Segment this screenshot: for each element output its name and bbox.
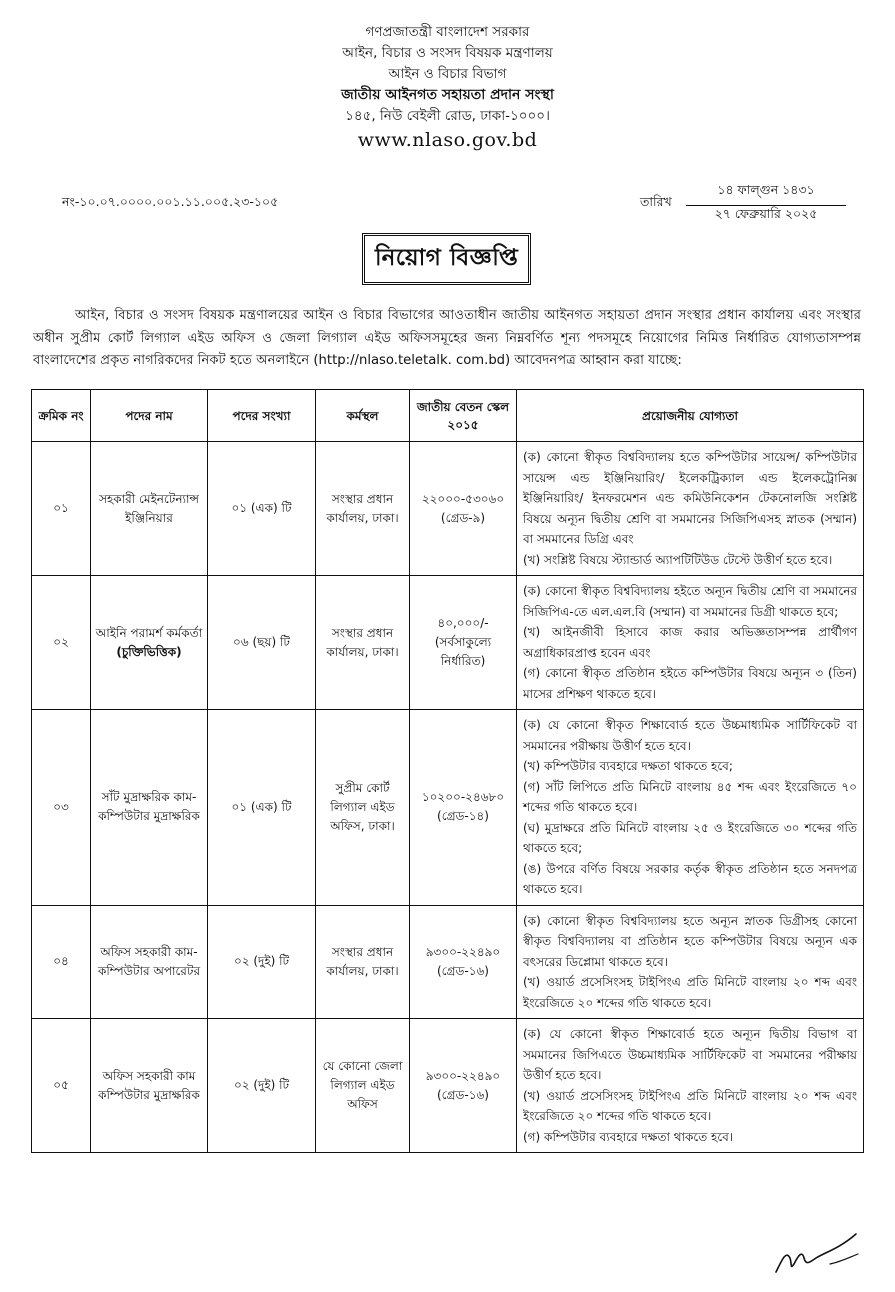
table-row	[32, 1019, 864, 1153]
header-workplace: কর্মস্থল	[316, 390, 410, 442]
pay-grade: (গ্রেড-১৬)	[437, 963, 489, 978]
vacancy-table	[31, 389, 864, 1153]
header-serial: ক্রমিক নং	[32, 390, 91, 442]
header-count: পদের সংখ্যা	[208, 390, 316, 442]
requirement-item: (খ) আইনজীবী হিসাবে কাজ করার অভিজ্ঞতাসম্পন্ন প্রার্থীগণ অগ্রাধিকারপ্রাপ্ত হবেন এবং	[523, 625, 857, 660]
pay-scale: ৪০,০০০/-	[437, 616, 489, 630]
requirement-item: (গ) কম্পিউটার ব্যবহারে দক্ষতা থাকতে হবে।	[523, 1129, 734, 1144]
requirement-item: (ক) কোনো স্বীকৃত বিশ্ববিদ্যালয় হতে অন্যূন স্নাতক ডিগ্রীসহ কোনো স্বীকৃত বিশ্ববিদ্যালয় বা প্রতিষ্ঠান হতে কম্পিউটার বিষয়ে অন্যূন এক বৎসরের ডিপ্লোমা থাকতে হবে।	[523, 913, 857, 969]
cell-post	[91, 442, 208, 576]
website-link[interactable]: www.nlaso.gov.bd	[357, 129, 538, 151]
division-line: আইন ও বিচার বিভাগ	[388, 66, 507, 82]
cell-serial: ০৫	[32, 1019, 91, 1153]
requirement-item: (ক) কোনো স্বীকৃত বিশ্ববিদ্যালয় হইতে অন্যূন দ্বিতীয় শ্রেণি বা সমমানের সিজিপিএ-তে এল.এল.বি (সম্মান) বা সমমানের ডিগ্রী থাকতে হবে;	[523, 584, 857, 619]
table-header-row	[32, 390, 864, 442]
organization-name: জাতীয় আইনগত সহায়তা প্রদান সংস্থা	[341, 87, 554, 103]
date-label: তারিখ	[640, 194, 672, 209]
cell-count: ০২ (দুই) টি	[208, 905, 316, 1019]
cell-serial: ০৪	[32, 905, 91, 1019]
intro-paragraph: আইন, বিচার ও সংসদ বিষয়ক মন্ত্রণালয়ের আইন ও বিচার বিভাগের আওতাধীন জাতীয় আইনগত সহায়তা প্রদান সংস্থার প্রধান কার্যালয় এবং সংস্থার অধীন সুপ্রীম কোর্ট লিগ্যাল এইড অফিস ও জেলা লিগ্যাল এইড অফিসসমূহের জন্য নিম্নবর্ণিত শূন্য পদসমূহে নিয়োগের নিমিত্ত নির্ধারিত যোগ্যতাসম্পন্ন বাংলাদেশের প্রকৃত নাগরিকদের নিকট হতে অনলাইনে (http://nlaso.teletalk. com.bd) আবেদনপত্র আহ্বান করা যাচ্ছে:	[33, 308, 861, 369]
cell-workplace: সংস্থার প্রধান কার্যালয়, ঢাকা।	[316, 905, 410, 1019]
pay-grade: (গ্রেড-১৬)	[437, 1087, 489, 1102]
post-name: অফিস সহকারী কাম-কম্পিউটার অপারেটর	[97, 944, 201, 978]
signature	[770, 1228, 865, 1276]
cell-workplace: সুপ্রীম কোর্ট লিগ্যাল এইড অফিস, ঢাকা।	[316, 710, 410, 906]
table-row	[32, 905, 864, 1019]
cell-post	[91, 710, 208, 906]
pay-grade: (গ্রেড-৯)	[440, 510, 486, 525]
memo-number: নং-১০.০৭.০০০০.০০১.১১.০০৫.২৩-১০৫	[62, 194, 279, 209]
post-name: সহকারী মেইনটেন্যান্স ইঞ্জিনিয়ার	[99, 491, 199, 525]
cell-scale	[410, 1019, 517, 1153]
cell-post	[91, 576, 208, 710]
cell-workplace: সংস্থার প্রধান কার্যালয়, ঢাকা।	[316, 576, 410, 710]
post-name: সাঁট মুদ্রাক্ষরিক কাম-কম্পিউটার মুদ্রাক্ষরিক	[98, 790, 200, 824]
date-english: ২৭ ফেব্রুয়ারি ২০২৫	[714, 206, 818, 221]
cell-post	[91, 1019, 208, 1153]
requirement-item: (ক) যে কোনো স্বীকৃত শিক্ষাবোর্ড হতে অন্যূন দ্বিতীয় বিভাগ বা সমমানের জিপিএতে উচ্চমাধ্যমিক সার্টিফিকেট বা সমমানের পরীক্ষায় উত্তীর্ণ হতে হবে।	[523, 1027, 857, 1082]
cell-requirements	[517, 442, 864, 576]
cell-scale	[410, 710, 517, 906]
pay-grade: (সর্বসাকুল্যে নির্ধারিত)	[434, 635, 492, 668]
cell-scale	[410, 905, 517, 1019]
requirement-item: (খ) কম্পিউটার ব্যবহারে দক্ষতা থাকতে হবে;	[523, 759, 733, 773]
cell-scale	[410, 442, 517, 576]
requirement-item: (গ) সাঁট লিপিতে প্রতি মিনিটে বাংলায় ৪৫ শব্দ এবং ইংরেজিতে ৭০ শব্দের গতি থাকতে হবে।	[523, 779, 857, 814]
cell-serial: ০৩	[32, 710, 91, 906]
table-row	[32, 710, 864, 906]
table-row	[32, 576, 864, 710]
cell-workplace: সংস্থার প্রধান কার্যালয়, ঢাকা।	[316, 442, 410, 576]
requirement-item: (ক) যে কোনো স্বীকৃত শিক্ষাবোর্ড হতে উচ্চমাধ্যমিক সার্টিফিকেট বা সমমানের পরীক্ষায় উত্তীর্ণ হতে হবে।	[523, 718, 857, 753]
cell-count: ০১ (এক) টি	[208, 710, 316, 906]
cell-workplace: যে কোনো জেলা লিগ্যাল এইড অফিস	[316, 1019, 410, 1153]
table-row	[32, 442, 864, 576]
cell-requirements	[517, 905, 864, 1019]
date-bangla: ১৪ ফাল্গুন ১৪৩১	[686, 182, 846, 206]
cell-requirements	[517, 710, 864, 906]
post-name: আইনি পরামর্শ কর্মকর্তা	[95, 625, 203, 640]
requirement-item: (ঘ) মুদ্রাক্ষরে প্রতি মিনিটে বাংলায় ২৫ ও ইংরেজিতে ৩০ শব্দের গতি থাকতে হবে;	[523, 820, 857, 855]
requirement-item: (ঙ) উপরে বর্ণিত বিষয়ে সরকার কর্তৃক স্বীকৃত প্রতিষ্ঠান হতে সনদপত্র থাকতে হবে।	[523, 861, 857, 896]
requirement-item: (খ) ওয়ার্ড প্রসেসিংসহ টাইপিংএ প্রতি মিনিটে বাংলায় ২০ শব্দ এবং ইংরেজিতে ২০ শব্দের গতি থাকতে হবে।	[523, 975, 857, 1010]
cell-requirements	[517, 1019, 864, 1153]
cell-count: ০৬ (ছয়) টি	[208, 576, 316, 710]
letterhead	[0, 22, 895, 153]
pay-scale: ৯৩০০-২২৪৯০	[425, 1068, 501, 1083]
cell-requirements	[517, 576, 864, 710]
cell-post	[91, 905, 208, 1019]
page-title: নিয়োগ বিজ্ঞপ্তি	[362, 233, 531, 285]
cell-scale	[410, 576, 517, 710]
pay-scale: ৯৩০০-২২৪৯০	[425, 944, 501, 959]
requirement-item: (খ) ওয়ার্ড প্রসেসিংসহ টাইপিংএ প্রতি মিনিটে বাংলায় ২০ শব্দ এবং ইংরেজিতে ২০ শব্দের গতি থাকতে হবে।	[523, 1088, 857, 1123]
cell-serial: ০২	[32, 576, 91, 710]
pay-scale: ১০২০০-২৪৬৮০	[421, 790, 505, 805]
requirement-item: (গ) কোনো স্বীকৃত প্রতিষ্ঠান হইতে কম্পিউটার বিষয়ে অন্যূন ৩ (তিন) মাসের প্রশিক্ষণ থাকতে হবে।	[523, 666, 857, 701]
cell-serial: ০১	[32, 442, 91, 576]
cell-count: ০২ (দুই) টি	[208, 1019, 316, 1153]
header-requirements: প্রয়োজনীয় যোগ্যতা	[517, 390, 864, 442]
post-name: অফিস সহকারী কাম কম্পিউটার মুদ্রাক্ষরিক	[98, 1068, 200, 1102]
cell-count: ০১ (এক) টি	[208, 442, 316, 576]
pay-scale: ২২০০০-৫৩০৬০	[421, 491, 505, 506]
ministry-line: আইন, বিচার ও সংসদ বিষয়ক মন্ত্রণালয়	[342, 45, 553, 61]
government-line: গণপ্রজাতন্ত্রী বাংলাদেশ সরকার	[365, 24, 530, 40]
header-post: পদের নাম	[91, 390, 208, 442]
post-note: (চুক্তিভিত্তিক)	[116, 644, 182, 659]
requirement-item: (ক) কোনো স্বীকৃত বিশ্ববিদ্যালয় হতে কম্পিউটার সায়েন্স/ কম্পিউটার সায়েন্স এন্ড ইঞ্জিনিয়ারিং/ ইলেকট্রিক্যাল এন্ড ইলেকট্রোনিক্স ইঞ্জিনিয়ারিং/ ইনফরমেশন এন্ড কমিউনিকেশন টেকনোলজি সংশ্লিষ্ট বিষয়ে অন্যূন দ্বিতীয় শ্রেণি বা সমমানের সিজিপিএসহ স্নাতক (সম্মান) বা সমমানের ডিগ্রি এবং	[523, 450, 857, 546]
header-scale: জাতীয় বেতন স্কেল ২০১৫	[410, 390, 517, 442]
address-line: ১৪৫, নিউ বেইলী রোড, ঢাকা-১০০০।	[345, 108, 550, 124]
pay-grade: (গ্রেড-১৪)	[437, 809, 489, 824]
requirement-item: (খ) সংশ্লিষ্ট বিষয়ে স্ট্যান্ডার্ড অ্যাপটিটিউড টেস্টে উত্তীর্ণ হতে হবে।	[523, 552, 833, 567]
